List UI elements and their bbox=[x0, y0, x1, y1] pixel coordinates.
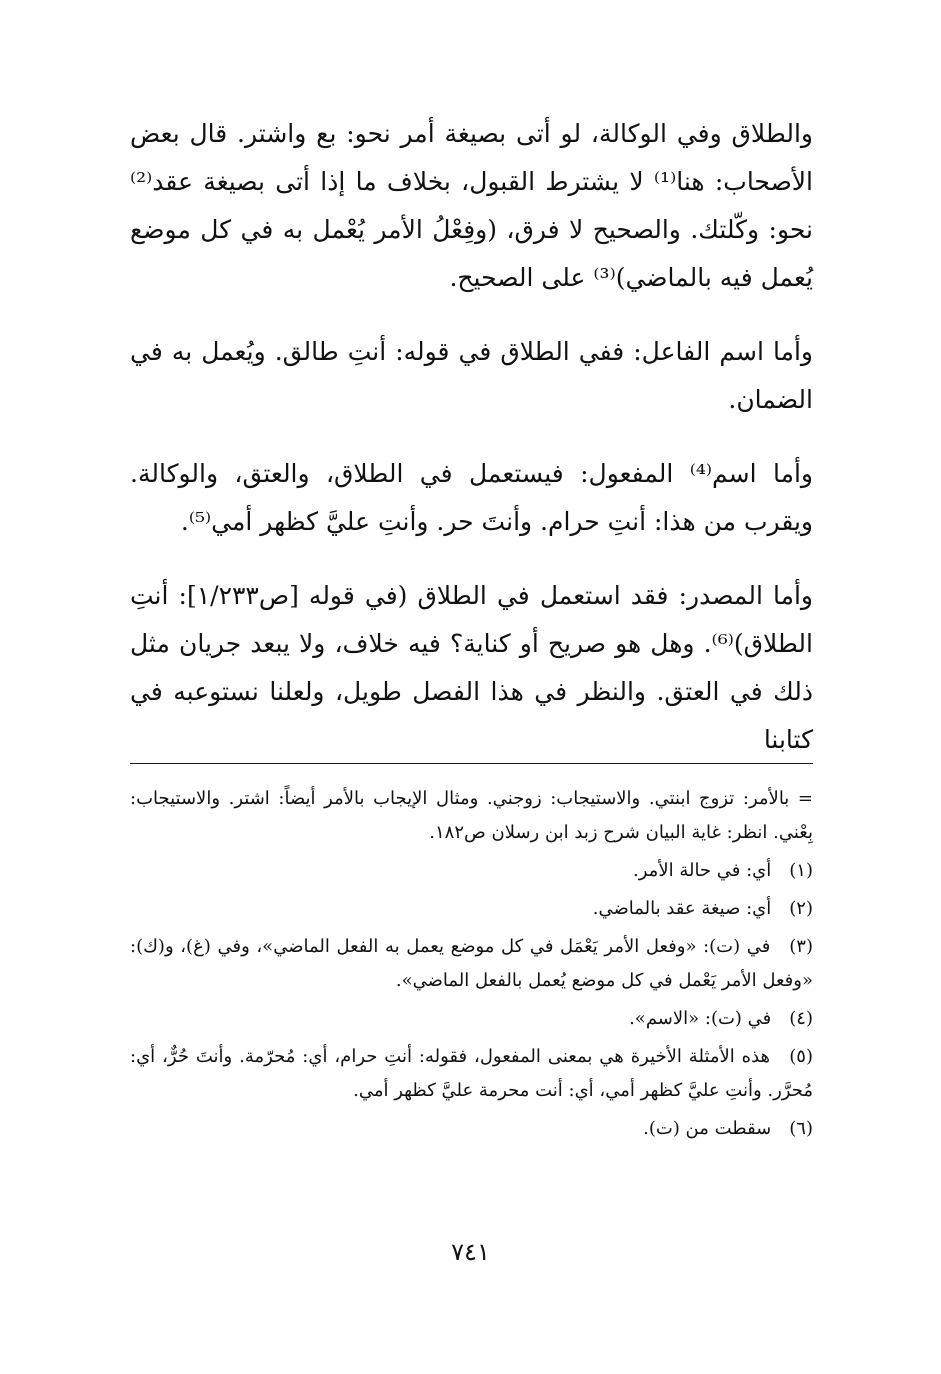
footnote-marker: (٣) bbox=[789, 936, 813, 957]
footnote-marker: (٤) bbox=[789, 1008, 813, 1029]
footnote-marker: (٦) bbox=[789, 1118, 813, 1139]
footnote-item bbox=[130, 1040, 813, 1108]
main-text bbox=[130, 110, 813, 764]
footnote-divider bbox=[130, 763, 813, 764]
body-paragraph: وأما المصدر: فقد استعمل في الطلاق (في قوله [ص١/٢٣٣]: أنتِ الطلاق)⁽⁶⁾. وهل هو صريح أو كناية؟ فيه خلاف، ولا يبعد جريان مثل ذلك في العتق. والنظر في هذا الفصل طويل، ولعلنا نستوعبه في كتابنا bbox=[130, 581, 813, 754]
footnote-text: في (ت): «الاسم». bbox=[629, 1008, 772, 1029]
body-paragraph: وأما اسم⁽⁴⁾ المفعول: فيستعمل في الطلاق، والعتق، والوكالة. ويقرب من هذا: أنتِ حرام. وأنتَ حر. وأنتِ عليَّ كظهر أمي⁽⁵⁾. bbox=[130, 459, 813, 536]
footnote-item bbox=[130, 1112, 813, 1146]
footnote-continuation: = بالأمر: تزوج ابنتي. والاستيجاب: زوجني. ومثال الإيجاب بالأمر أيضاً: اشتر. والاستيجاب: بِعْني. انظر: غاية البيان شرح زبد ابن رسلان ص١٨٢. bbox=[130, 788, 813, 843]
footnote-text: سقطت من (ت). bbox=[643, 1118, 772, 1139]
footnote-item bbox=[130, 930, 813, 998]
footnote-item bbox=[130, 892, 813, 926]
footnote-item bbox=[130, 854, 813, 888]
body-paragraph: وأما اسم الفاعل: ففي الطلاق في قوله: أنتِ طالق. ويُعمل به في الضمان. bbox=[130, 337, 813, 414]
footnote-text: هذه الأمثلة الأخيرة هي بمعنى المفعول، فقوله: أنتِ حرام، أي: مُحرّمة. وأنتَ حُرٌّ، أي: مُحرَّر. وأنتِ عليَّ كظهر أمي، أي: أنت محرمة عليَّ كظهر أمي. bbox=[130, 1046, 813, 1101]
footnote-item bbox=[130, 1002, 813, 1036]
footnote-marker: (٥) bbox=[789, 1046, 813, 1067]
footnote-marker: (٢) bbox=[789, 898, 813, 919]
footnote-text: في (ت): «وفعل الأمر يَعْمَل في كل موضع يعمل به الفعل الماضي»، وفي (غ)، و(ك): «وفعل الأمر يَعْمل في كل موضع يُعمل بالفعل الماضي». bbox=[130, 936, 813, 991]
footnote-marker: (١) bbox=[789, 860, 813, 881]
body-paragraph: والطلاق وفي الوكالة، لو أتى بصيغة أمر نحو: بع واشتر. قال بعض الأصحاب: هنا⁽¹⁾ لا يشترط القبول، بخلاف ما إذا أتى بصيغة عقد⁽²⁾ نحو: وكّلتك. والصحيح لا فرق، (وفِعْلُ الأمر يُعْمل به في كل موضع يُعمل فيه بالماضي)⁽³⁾ على الصحيح. bbox=[130, 119, 814, 292]
page-number: ٧٤١ bbox=[451, 1238, 490, 1266]
footnote-text: أي: صيغة عقد بالماضي. bbox=[592, 898, 772, 919]
footnotes bbox=[130, 782, 813, 1150]
footnote-text: أي: في حالة الأمر. bbox=[633, 860, 772, 881]
